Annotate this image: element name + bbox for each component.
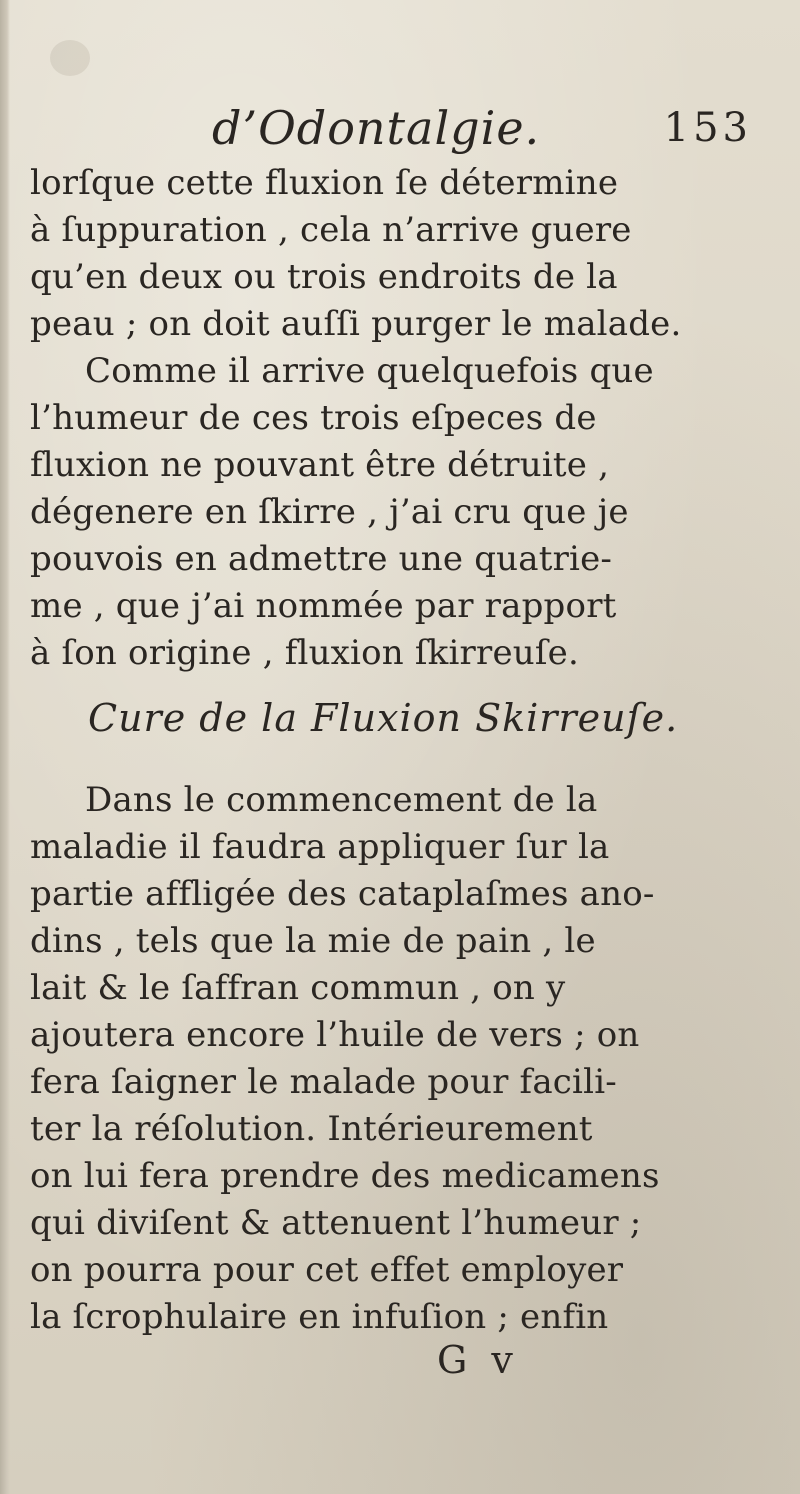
text-line: dégenere en ſkirre , j’ai cru que je (30, 492, 629, 532)
text-line: l’humeur de ces trois eſpeces de (30, 398, 597, 438)
text-line: Comme il arrive quelquefois que (85, 351, 654, 391)
text-line: on pourra pour cet effet employer (30, 1250, 624, 1290)
paper-stain (50, 40, 90, 76)
text-line: lait & le ſaffran commun , on y (30, 968, 566, 1008)
text-line: qui diviſent & attenuent l’humeur ; (30, 1203, 642, 1243)
text-line: à ſuppuration , cela n’arrive guere (30, 210, 632, 250)
text-line: Dans le commencement de la (85, 780, 598, 820)
body-text (30, 160, 750, 1341)
section-heading: Cure de la Fluxion Skirreuſe. (88, 696, 679, 740)
text-line: partie affligée des cataplaſmes ano- (30, 874, 655, 914)
text-line: qu’en deux ou trois endroits de la (30, 257, 618, 297)
spacer (30, 677, 750, 685)
running-title: d’Odontalgie. (212, 101, 541, 155)
text-line: la ſcrophulaire en infuſion ; enfin (30, 1297, 609, 1337)
text-line: fluxion ne pouvant être détruite , (30, 445, 610, 485)
text-line: me , que j’ai nommée par rapport (30, 586, 617, 626)
text-line: maladie il faudra appliquer ſur la (30, 827, 610, 867)
page-gutter-edge (0, 0, 10, 1494)
text-line: à ſon origine , fluxion ſkirreuſe. (30, 633, 579, 673)
text-line: ter la réſolution. Intérieurement (30, 1109, 593, 1149)
signature-mark: G v (437, 1338, 519, 1382)
text-line: dins , tels que la mie de pain , le (30, 921, 596, 961)
text-line: ajoutera encore l’huile de vers ; on (30, 1015, 640, 1055)
text-line: fera ſaigner le malade pour facili- (30, 1062, 617, 1102)
page-header (32, 98, 752, 158)
text-line: peau ; on doit auſſi purger le malade. (30, 304, 682, 344)
text-line: lorſque cette fluxion ſe détermine (30, 163, 619, 203)
text-line: pouvois en admettre une quatrie- (30, 539, 613, 579)
page-number: 153 (663, 105, 752, 151)
text-line: on lui fera prendre des medicamens (30, 1156, 660, 1196)
